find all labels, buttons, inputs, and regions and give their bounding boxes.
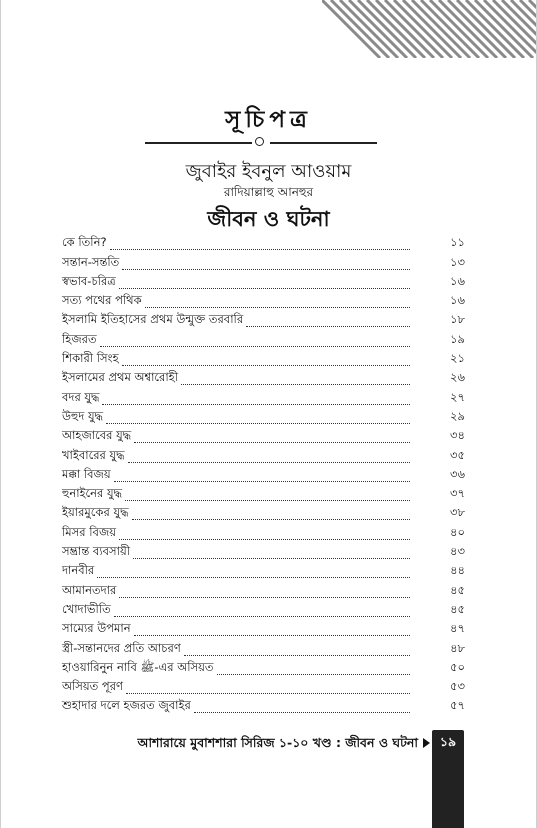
toc-entry[interactable] <box>62 562 465 581</box>
toc-entry[interactable] <box>62 273 465 292</box>
corner-stripes-decoration <box>322 0 537 58</box>
toc-entry[interactable] <box>62 485 465 504</box>
toc-entry-title: শুহাদার দলে হজরত জুবাইর <box>62 698 191 713</box>
dotted-leader <box>119 539 410 540</box>
toc-entry-page-number: ৪৫ <box>450 582 465 597</box>
toc-entry-page-number: ৩৬ <box>450 466 465 481</box>
toc-entry-page-number: ১৯ <box>450 331 465 346</box>
toc-entry[interactable] <box>62 408 465 427</box>
toc-entry-page-number: ২৭ <box>450 389 465 404</box>
toc-entry-page-number: ৫৩ <box>450 679 465 694</box>
toc-entry-title: আমানতদার <box>62 582 117 597</box>
toc-entry-title: খাইবারের যুদ্ধ <box>62 447 125 462</box>
table-of-contents <box>62 234 465 716</box>
toc-entry-page-number: ৫০ <box>450 659 465 674</box>
toc-entry-title: সত্য পথের পথিক <box>62 293 142 308</box>
dotted-leader <box>181 384 410 385</box>
toc-entry-title: সম্ভ্রান্ত ব্যবসায়ী <box>62 544 131 559</box>
dotted-leader <box>110 249 410 250</box>
toc-entry-title: ইসলামি ইতিহাসের প্রথম উন্মুক্ত তরবারি <box>62 312 244 327</box>
toc-entry[interactable] <box>62 350 465 369</box>
title-ornament-divider <box>145 136 377 150</box>
toc-entry-title: কে তিনি? <box>62 235 107 250</box>
toc-entry-title: স্ত্রী-সন্তানদের প্রতি আচরণ <box>62 640 181 655</box>
toc-entry[interactable] <box>62 311 465 330</box>
toc-entry-title: সন্তান-সন্ততি <box>62 254 120 269</box>
dotted-leader <box>128 462 410 463</box>
dotted-leader <box>126 693 410 694</box>
dotted-leader <box>119 597 410 598</box>
toc-entry-title: হাওয়ারিনুন নাবি ﷺ-এর অসিয়ত <box>62 659 214 674</box>
toc-entry[interactable] <box>62 330 465 349</box>
toc-entry[interactable] <box>62 234 465 253</box>
toc-entry[interactable] <box>62 253 465 272</box>
toc-entry-page-number: ৩৭ <box>450 486 465 501</box>
toc-entry[interactable] <box>62 369 465 388</box>
toc-entry[interactable] <box>62 504 465 523</box>
dotted-leader <box>246 326 410 327</box>
toc-entry-title: অসিয়ত পূরণ <box>62 679 123 694</box>
toc-entry-page-number: ২১ <box>450 351 465 366</box>
toc-entry-title: দানবীর <box>62 563 95 578</box>
toc-entry-title: মিসর বিজয় <box>62 524 117 539</box>
dotted-leader <box>119 288 410 289</box>
page-number: ১৯ <box>439 734 457 749</box>
toc-entry-title: বদর যুদ্ধ <box>62 389 100 404</box>
dotted-leader <box>217 674 410 675</box>
book-subject-name: জুবাইর ইবনুল আওয়াম <box>185 161 352 182</box>
toc-entry-title: হিজরত <box>62 331 97 346</box>
toc-entry-page-number: ৪৭ <box>450 621 465 636</box>
toc-entry[interactable] <box>62 523 465 542</box>
toc-entry-title: শিকারী সিংহ <box>62 351 119 366</box>
toc-entry-title: মক্কা বিজয় <box>62 466 111 481</box>
dotted-leader <box>184 655 410 656</box>
toc-entry[interactable] <box>62 466 465 485</box>
toc-entry-page-number: ১৬ <box>450 293 465 308</box>
toc-entry-page-number: ২৯ <box>450 408 465 423</box>
toc-entry-title: স্বভাব-চরিত্র <box>62 273 116 288</box>
dotted-leader <box>134 635 410 636</box>
toc-entry-page-number: ১৮ <box>450 312 465 327</box>
dotted-leader <box>97 577 410 578</box>
toc-entry-page-number: ১৩ <box>450 254 465 269</box>
toc-entry[interactable] <box>62 543 465 562</box>
toc-entry[interactable] <box>62 292 465 311</box>
toc-entry[interactable] <box>62 620 465 639</box>
dotted-leader <box>194 712 410 713</box>
dotted-leader <box>122 269 410 270</box>
dotted-leader <box>122 365 410 366</box>
toc-entry[interactable] <box>62 446 465 465</box>
dotted-leader <box>106 423 410 424</box>
toc-entry-page-number: ৩৮ <box>450 505 465 520</box>
dotted-leader <box>102 404 410 405</box>
toc-entry[interactable] <box>62 697 465 716</box>
dotted-leader <box>133 558 410 559</box>
dotted-leader <box>134 442 410 443</box>
toc-entry-title: উহুদ যুদ্ধ <box>62 408 104 423</box>
circle-ornament-icon <box>255 137 264 146</box>
toc-entry[interactable] <box>62 678 465 697</box>
toc-entry[interactable] <box>62 388 465 407</box>
toc-entry-title: আহজাবের যুদ্ধ <box>62 428 132 443</box>
toc-entry[interactable] <box>62 581 465 600</box>
page-number-tab <box>432 730 464 828</box>
toc-entry-title: হুনাইনের যুদ্ধ <box>62 486 123 501</box>
series-footer-text: আশারায়ে মুবাশশারা সিরিজ ১-১০ খণ্ড : জীবন ও ঘটনা <box>137 735 418 750</box>
toc-entry[interactable] <box>62 601 465 620</box>
honorific-text: রাদিয়াল্লাহু আনহুর <box>223 185 314 199</box>
toc-entry[interactable] <box>62 427 465 446</box>
toc-entry-title: ইয়ারমুকের যুদ্ধ <box>62 505 129 520</box>
triangle-right-icon <box>423 738 430 748</box>
dotted-leader <box>100 346 410 347</box>
toc-entry-page-number: ৪৫ <box>450 601 465 616</box>
page-title: সূচিপত্র <box>225 107 312 133</box>
toc-entry-page-number: ৪০ <box>450 524 465 539</box>
toc-entry[interactable] <box>62 659 465 678</box>
book-subtitle: জীবন ও ঘটনা <box>207 207 330 231</box>
toc-entry-page-number: ৫৭ <box>450 698 465 713</box>
toc-entry-page-number: ৩৫ <box>450 447 465 462</box>
dotted-leader <box>132 519 410 520</box>
dotted-leader <box>125 500 410 501</box>
toc-entry-page-number: ২৬ <box>450 370 465 385</box>
toc-entry[interactable] <box>62 639 465 658</box>
toc-entry-page-number: ৪৪ <box>450 563 465 578</box>
toc-entry-page-number: ৩৪ <box>450 428 465 443</box>
toc-entry-page-number: ১৬ <box>450 273 465 288</box>
toc-entry-title: ইসলামের প্রথম অশ্বারোহী <box>62 370 179 385</box>
toc-entry-title: খোদাভীতি <box>62 601 111 616</box>
toc-entry-page-number: ৪৩ <box>450 544 465 559</box>
dotted-leader <box>114 616 410 617</box>
dotted-leader <box>114 481 410 482</box>
toc-entry-page-number: ১১ <box>450 235 465 250</box>
toc-entry-title: সাম্যের উপমান <box>62 621 131 636</box>
dotted-leader <box>145 307 410 308</box>
toc-entry-page-number: ৪৮ <box>450 640 465 655</box>
